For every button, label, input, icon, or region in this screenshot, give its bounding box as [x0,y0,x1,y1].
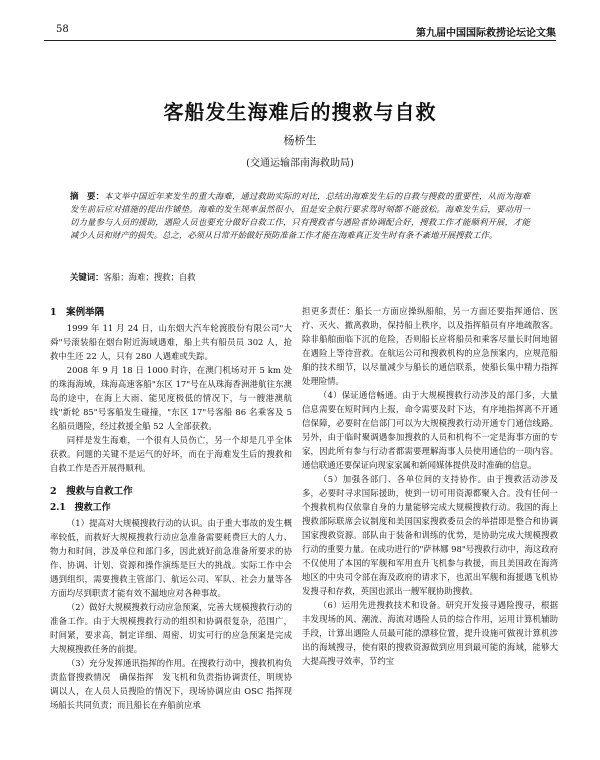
paragraph: （4）保证通信畅通。由于大规模搜救行动涉及的部门多，大量信息需要在短时间内上报，命令需要及时下达，有序地指挥离不开通信保障，必要时在信部门可以为大规模搜救行动开通专门通信线路。另外，由于临时聚调遇参加搜救的人员和机构不一定是海事方面的专家，因此所有参与行动者都需要理解海事人员使用通信的一项内容。通信联通还要保证向现家家属和新闻媒体提供及时准确的信息。 [302,390,558,470]
paragraph: 1999 年 11 月 24 日，山东烟大汽车轮渡股份有限公司"大舜"号滚装船在烟台附近海域遇难，船上共有船员员 302 人，抢救中生还 22 人，只有 280 人遇难或失踪。 [50,323,292,361]
paragraph: （6）运用先进搜救技术和设备。研究开发接寻遇险搜寻，根据丰发现场的风、潮流、海流对遇险人员的综合作用，运用计算机辅助手段，计算出遇险人员最可能的漂移位置，提升设施可做视计算机涉出的海域搜寻，使有限的搜救资源做到应用到最可能的海域，能够大大提高搜寻效率，节约宝 [302,600,558,666]
paragraph: （5）加强各部门、各单位间的支持协作。由于搜救活动涉及多，必要时寻求国际援助，使到一切可用资源都聚入合。没有任何一个搜救机构仅依靠自身的力量能够完成大规模搜救行动。我国的海上搜救部际联席会议制度和美国国家搜救委员会的举措即是整合和协调国家搜救资源。部队由于装备和训练的优势，是协助完成大规模搜救行动的重要力量。在成功进行的"萨林娜 98"号搜救行动中，海这政府不仅使用了本国的军舰和军用直升飞机参与救援，而且美国政在海湾地区的中央司令部在海及政府的请求下，也派出军舰和海援遇飞机协发搜寻和存救，英国也派出一艘军舰协助搜救。 [302,474,558,596]
paragraph: 2008 年 9 月 18 日 1000 时许，在澳门机场对开 5 km 处的珠海海域，珠海高速客船"东区 17"号在从珠海香洲港航往东澳岛的途中，在海上大雨、能见度极低的情况下，与一艘港澳航线"新轮 85"号客船发生碰撞，"东区 17"号客船 86 名乘客及 5 名船员遇险，经过救援全船 52 人全部获救。 [50,365,292,431]
right-column [302,304,558,668]
paragraph: （1）提高对大规模搜救行动的认识。由于重大事故的发生概率较低，而救好大规模搜救行动应急准备需要耗费巨大的人力、物力和时间，涉及单位和部门多，因此就好前急准备所要求的协作、协调、计划、资源和操作演练是巨大的挑战。实际工作中会遇到组织，需要搜救主管部门、航运公司、军队、社会力量等各方面均尽到职责才能有效不漏地应对各种事故。 [50,518,292,598]
abstract [70,190,530,242]
paragraph: （2）做好大规模搜救行动应急预案，完善大规模搜救行动的准备工作。由于大规模搜救行动的组织和协调很复杂，范围广，时间紧，要求高，制定详细、周密、切实可行的应急预案是完成大规模搜救任务的前提。 [50,602,292,654]
author: 杨桥生 [283,134,317,147]
section-heading: 2 搜救与自救工作 [50,486,133,497]
affiliation: (交通运输部南海救助局) [246,158,354,169]
paper-title: 客船发生海难后的搜救与自救 [163,100,437,124]
running-title: 第九届中国国际救捞论坛论文集 [416,28,556,39]
subsection-heading: 2.1 搜救工作 [50,503,111,513]
paragraph: 担更多责任：船长一方面应操纵船舶，另一方面还要指挥通信、医疗、灭火、撤离救助，保持船上秩序，以及指挥船员有序地疏散客。除非船舶面临下沉的危险，否则船长应将船员和乘客尽量长时间地留在遇险上等待营救。在航运公司和搜救机构的应急预案内，应规范船舶的技术细节，以尽量减少与船长的通信联系，使船长集中精力指挥处理险情。 [302,306,558,386]
keywords [70,271,530,283]
section-heading: 1 案例举隅 [50,307,105,318]
keywords-label: 关键词： [70,272,104,282]
abstract-label: 摘 要： [70,191,105,201]
abstract-text: 本文举中国近年来发生的重大海难，通过救助实际的对比，总结出海难发生后的自救与搜救的重要性，从而为海难发生前后应对措施的提出作铺垫。海难的发生规率虽然很小，但是安全航行要求驾时刻都不能放松。海难发生后，要动用一切力量参与人员的援助，遇险人员也要充分做好自救工作，只有搜救者与遇险者协调配合好，搜救工作才能顺利开展，才能减少人员和财产的损失。总之，必须从日常开始做好预防准备工作才能在海难真正发生时有条不紊地开展搜救工作。 [70,191,531,240]
running-header [44,24,556,41]
keywords-text: 客船；海难；搜救；自救 [103,272,196,282]
left-column [50,304,292,712]
page-number: 58 [56,24,69,35]
paragraph: （3）充分发挥通讯指挥的作用。在搜救行动中，搜救机构负责监督搜救情况 确保指挥 发飞机和负责指协调责任，明规协调以人，在人员人员搜险的情况下，现场协调应由 OSC 指挥现场船长共同负责；而且船长在弃船前应承 [50,658,292,710]
paragraph: 同样是发生海难，一个很有人员伤亡，另一个却是几乎全体获救。问题的关键不是运气的好坏，而在于海难发生后的搜救和自救工作是否开展得顺利。 [50,435,292,473]
